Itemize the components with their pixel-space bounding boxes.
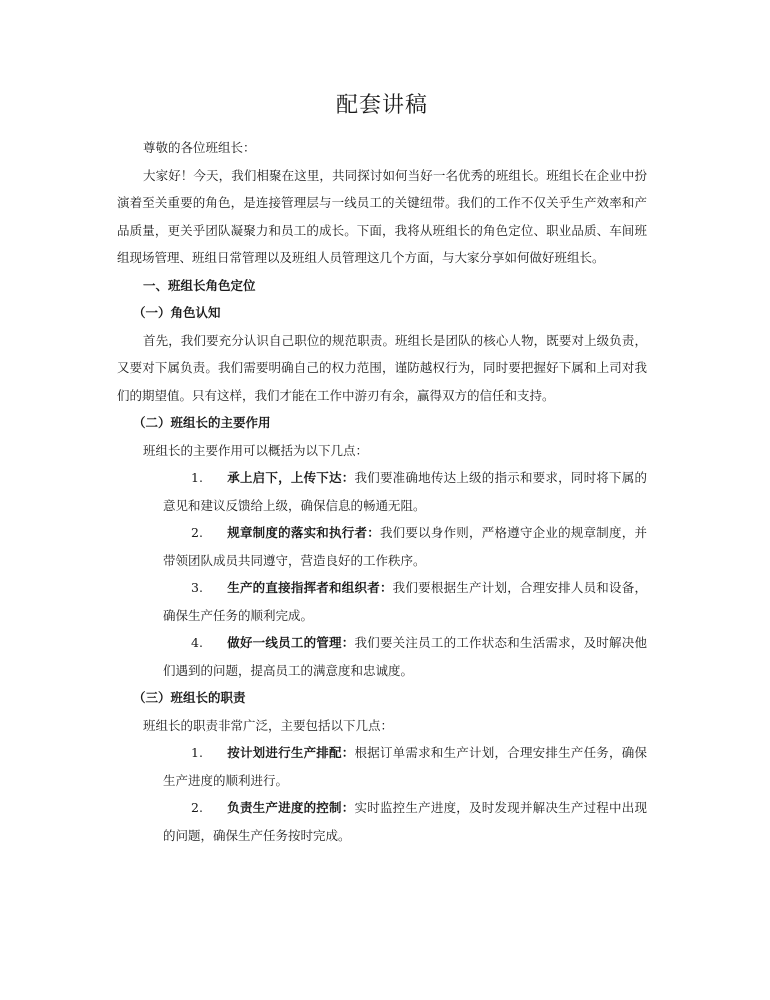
list-number: 4. xyxy=(191,635,203,650)
list-item-text: 实时监控生产进度，及时发现并解决生产过程中出现的问题，确保生产任务按时完成。 xyxy=(163,800,647,843)
role-paragraph: 首先，我们要充分认识自己职位的规范职责。班组长是团队的核心人物，既要对上级负责，又要对下属负责。我们需要明确自己的权力范围，谨防越权行为，同时要把握好下属和上司对我们的期望值。只有这样，我们才能在工作中游刃有余，赢得双方的信任和支持。 xyxy=(117,332,647,403)
list-item-title: 负责生产进度的控制： xyxy=(227,800,355,815)
greeting: 尊敬的各位班组长： xyxy=(143,140,256,155)
list-item-title: 承上启下，上传下达： xyxy=(227,470,355,485)
list-item-title: 规章制度的落实和执行者： xyxy=(227,525,380,540)
intro-paragraph: 大家好！今天，我们相聚在这里，共同探讨如何当好一名优秀的班组长。班组长在企业中扮演着至关重要的角色，是连接管理层与一线员工的关键纽带。我们的工作不仅关乎生产效率和产品质量，更关乎团队凝聚力和员工的成长。下面，我将从班组长的角色定位、职业品质、车间班组现场管理、班组日常管理以及班组人员管理这几个方面，与大家分享如何做好班组长。 xyxy=(117,167,647,265)
list-number: 3. xyxy=(191,580,203,595)
subsection-heading-functions: （二）班组长的主要作用 xyxy=(133,415,271,430)
section-heading: 一、班组长角色定位 xyxy=(143,277,256,293)
list-number: 1. xyxy=(191,745,203,760)
list-item xyxy=(163,794,647,849)
list-number: 2. xyxy=(191,525,203,540)
duties-lead: 班组长的职责非常广泛，主要包括以下几点： xyxy=(143,717,394,733)
list-item xyxy=(163,464,647,519)
list-item-text: 我们要以身作则，严格遵守企业的规章制度，并带领团队成员共同遵守，营造良好的工作秩序。 xyxy=(163,525,647,568)
subsection-heading-duties: （三）班组长的职责 xyxy=(133,690,246,705)
list-item xyxy=(163,739,647,794)
list-item-text: 我们要准确地传达上级的指示和要求，同时将下属的意见和建议反馈给上级，确保信息的畅通无阻。 xyxy=(163,470,647,513)
document-page xyxy=(117,92,647,849)
list-item-title: 做好一线员工的管理： xyxy=(227,635,355,650)
duties-list xyxy=(117,739,647,849)
list-item-text: 我们要根据生产计划，合理安排人员和设备，确保生产任务的顺利完成。 xyxy=(163,580,647,623)
functions-list xyxy=(117,464,647,684)
page-title: 配套讲稿 xyxy=(335,93,428,118)
list-item xyxy=(163,574,647,629)
list-item-title: 按计划进行生产排配： xyxy=(227,745,355,760)
list-number: 2. xyxy=(191,800,203,815)
subsection-heading-role: （一）角色认知 xyxy=(133,305,221,320)
list-item xyxy=(163,519,647,574)
list-item-text: 根据订单需求和生产计划，合理安排生产任务，确保生产进度的顺利进行。 xyxy=(163,745,647,788)
list-number: 1. xyxy=(191,470,203,485)
functions-lead: 班组长的主要作用可以概括为以下几点： xyxy=(143,442,369,458)
list-item xyxy=(163,629,647,684)
list-item-text: 我们要关注员工的工作状态和生活需求，及时解决他们遇到的问题，提高员工的满意度和忠诚度。 xyxy=(163,635,647,678)
list-item-title: 生产的直接指挥者和组织者： xyxy=(227,580,393,595)
